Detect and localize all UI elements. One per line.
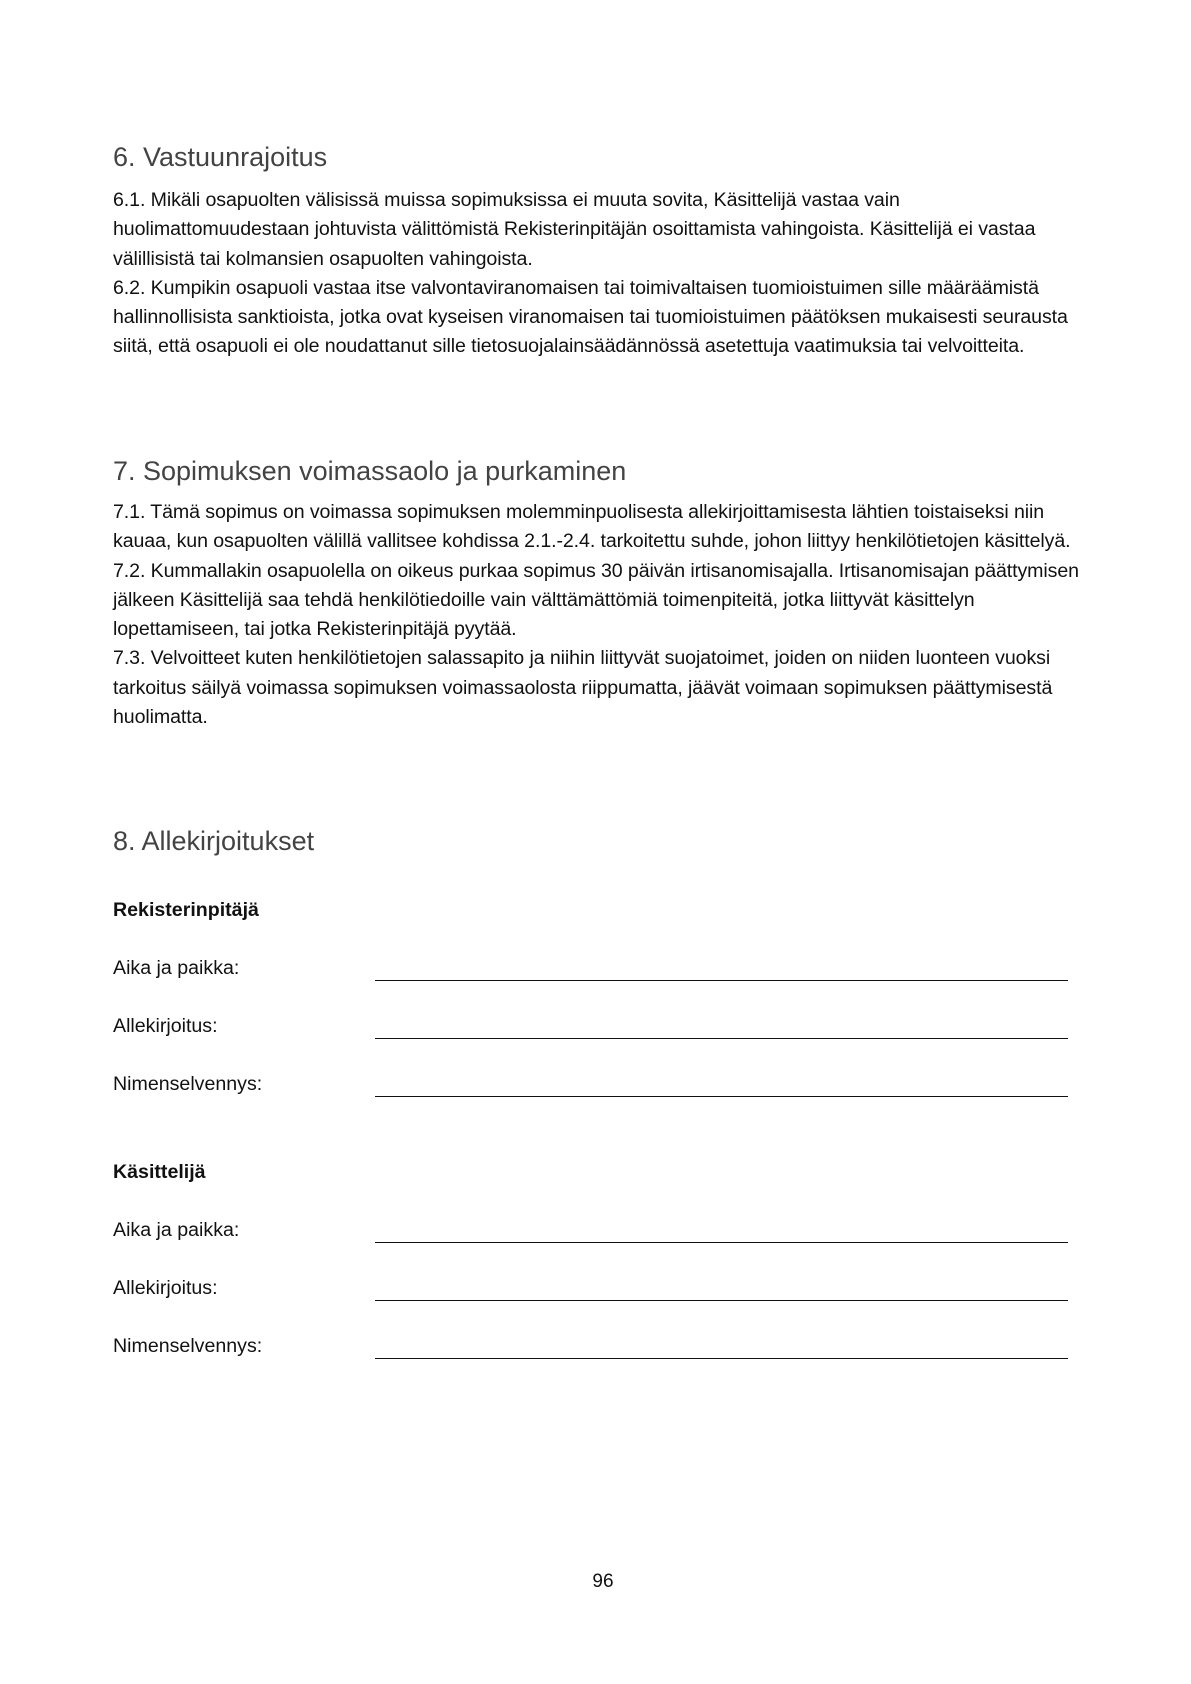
field-label: Aika ja paikka:	[113, 957, 240, 979]
signature-line	[375, 980, 1068, 981]
field-label: Aika ja paikka:	[113, 1219, 240, 1241]
paragraph-6-2: 6.2. Kumpikin osapuoli vastaa itse valvontaviranomaisen tai toimivaltaisen tuomioistuimen sille määräämistä hallinnollisista sanktioista, jotka ovat kyseisen viranomaisen tai tuomioistuimen päätöksen mukaisesti seurausta siitä, että osapuoli ei ole noudattanut sille tietosuojalainsäädännössä asetettuja vaatimuksia tai velvoitteita.	[113, 276, 1068, 358]
section-8-heading: 8. Allekirjoitukset	[113, 826, 315, 856]
controller-signature-row	[113, 1015, 1068, 1045]
section-7-heading: 7. Sopimuksen voimassaolo ja purkaminen	[113, 456, 627, 486]
field-label: Allekirjoitus:	[113, 1277, 218, 1299]
field-label: Allekirjoitus:	[113, 1015, 218, 1037]
processor-name-clarification-row	[113, 1335, 1068, 1365]
controller-name-clarification-row	[113, 1073, 1068, 1103]
signature-line	[375, 1300, 1068, 1301]
processor-date-place-row	[113, 1219, 1068, 1249]
page-number: 96	[592, 1571, 614, 1592]
signature-line	[375, 1096, 1068, 1097]
section-6-body	[113, 186, 1093, 362]
paragraph-7-3: 7.3. Velvoitteet kuten henkilötietojen salassapito ja niihin liittyvät suojatoimet, joiden on niiden luonteen vuoksi tarkoitus säilyä voimassa sopimuksen voimassaolosta riippumatta, jäävät voimaan sopimuksen päättymisestä huolimatta.	[113, 647, 1053, 729]
processor-signature-row	[113, 1277, 1068, 1307]
field-label: Nimenselvennys:	[113, 1073, 263, 1095]
paragraph-7-1: 7.1. Tämä sopimus on voimassa sopimuksen molemminpuolisesta allekirjoittamisesta lähtien toistaiseksi niin kauaa, kun osapuolten välillä vallitsee kohdissa 2.1.-2.4. tarkoitettu suhde, johon liittyy henkilötietojen käsittelyä.	[113, 501, 1071, 553]
section-6-heading: 6. Vastuunrajoitus	[113, 142, 328, 172]
signature-line	[375, 1038, 1068, 1039]
signature-line	[375, 1242, 1068, 1243]
field-label: Nimenselvennys:	[113, 1335, 263, 1357]
signature-line	[375, 1358, 1068, 1359]
controller-block-title: Rekisterinpitäjä	[113, 899, 259, 921]
paragraph-7-2: 7.2. Kummallakin osapuolella on oikeus purkaa sopimus 30 päivän irtisanomisajalla. Irtisanomisajan päättymisen jälkeen Käsittelijä saa tehdä henkilötiedoille vain välttämättömiä toimenpiteitä, jotka liittyvät käsittelyn lopettamiseen, tai jotka Rekisterinpitäjä pyytää.	[113, 559, 1079, 641]
section-7-body	[113, 498, 1093, 732]
paragraph-6-1: 6.1. Mikäli osapuolten välisissä muissa sopimuksissa ei muuta sovita, Käsittelijä vastaa vain huolimattomuudestaan johtuvista välittömistä Rekisterinpitäjän osoittamista vahingoista. Käsittelijä ei vastaa välillisistä tai kolmansien osapuolten vahingoista.	[113, 189, 1036, 270]
processor-block-title: Käsittelijä	[113, 1161, 206, 1183]
controller-date-place-row	[113, 957, 1068, 987]
